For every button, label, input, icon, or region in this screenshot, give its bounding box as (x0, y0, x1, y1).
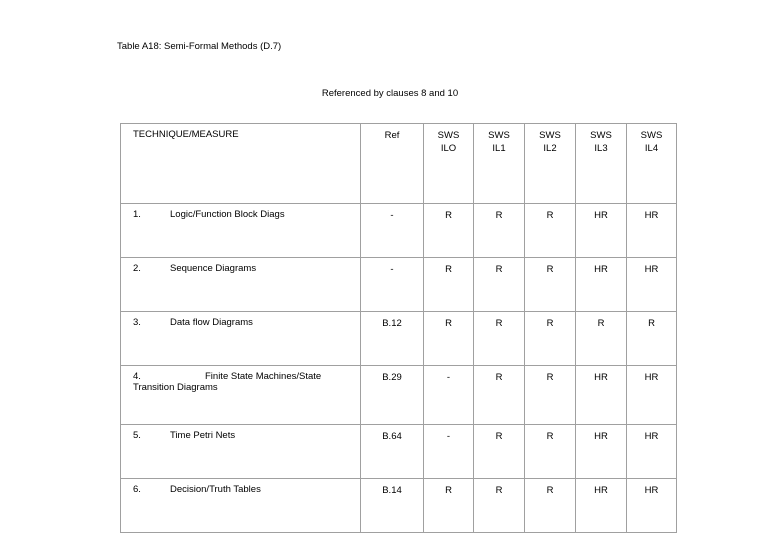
table-row (121, 312, 677, 366)
technique-cell: 6. Decision/Truth Tables (121, 479, 361, 533)
ref-cell: - (361, 204, 424, 258)
table-subcaption: Referenced by clauses 8 and 10 (321, 88, 459, 99)
header-il0: SWS ILO (424, 124, 474, 204)
il2-cell: R (525, 204, 576, 258)
table-row (121, 204, 677, 258)
il4-cell: HR (627, 204, 677, 258)
header-il4: SWS IL4 (627, 124, 677, 204)
il1-cell: R (474, 312, 525, 366)
il0-cell: - (424, 425, 474, 479)
header-il3: SWS IL3 (576, 124, 627, 204)
il2-cell: R (525, 312, 576, 366)
technique-cell: 2. Sequence Diagrams (121, 258, 361, 312)
il4-cell: HR (627, 479, 677, 533)
technique-cell: 1. Logic/Function Block Diags (121, 204, 361, 258)
il1-cell: R (474, 258, 525, 312)
il1-cell: R (474, 366, 525, 425)
il0-cell: R (424, 479, 474, 533)
table-row (121, 425, 677, 479)
il0-cell: R (424, 204, 474, 258)
header-technique: TECHNIQUE/MEASURE (121, 124, 361, 204)
il2-cell: R (525, 479, 576, 533)
technique-cell: 3. Data flow Diagrams (121, 312, 361, 366)
il2-cell: R (525, 258, 576, 312)
il1-cell: R (474, 425, 525, 479)
ref-cell: B.12 (361, 312, 424, 366)
il0-cell: - (424, 366, 474, 425)
il4-cell: HR (627, 425, 677, 479)
il4-cell: HR (627, 366, 677, 425)
ref-cell: - (361, 258, 424, 312)
methods-table (120, 123, 677, 533)
table-header-row (121, 124, 677, 204)
il0-cell: R (424, 312, 474, 366)
il2-cell: R (525, 425, 576, 479)
table-row (121, 366, 677, 425)
il3-cell: R (576, 312, 627, 366)
table-row (121, 479, 677, 533)
table-row (121, 258, 677, 312)
technique-cell: 4. Finite State Machines/State Transition Diagrams (121, 366, 361, 425)
il1-cell: R (474, 479, 525, 533)
il3-cell: HR (576, 366, 627, 425)
il3-cell: HR (576, 258, 627, 312)
il0-cell: R (424, 258, 474, 312)
header-il1: SWS IL1 (474, 124, 525, 204)
il3-cell: HR (576, 204, 627, 258)
header-ref: Ref (361, 124, 424, 204)
ref-cell: B.14 (361, 479, 424, 533)
table-caption: Table A18: Semi-Formal Methods (D.7) (117, 41, 282, 52)
il2-cell: R (525, 366, 576, 425)
il3-cell: HR (576, 479, 627, 533)
ref-cell: B.64 (361, 425, 424, 479)
il3-cell: HR (576, 425, 627, 479)
header-il2: SWS IL2 (525, 124, 576, 204)
il1-cell: R (474, 204, 525, 258)
il4-cell: HR (627, 258, 677, 312)
ref-cell: B.29 (361, 366, 424, 425)
il4-cell: R (627, 312, 677, 366)
technique-cell: 5. Time Petri Nets (121, 425, 361, 479)
